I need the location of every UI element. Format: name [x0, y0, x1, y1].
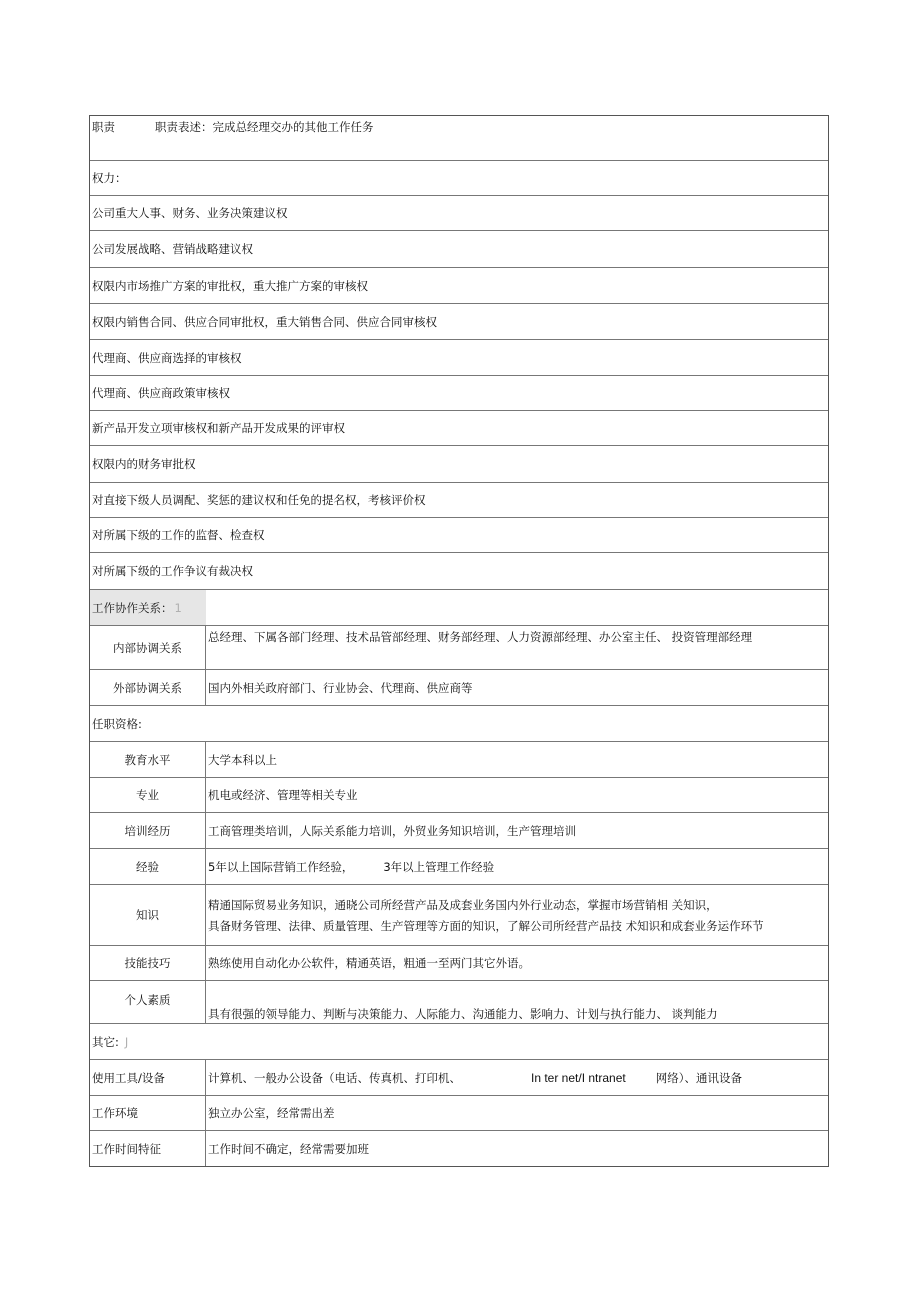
- major-label: 专业: [90, 778, 206, 812]
- power-item: 对所属下级的工作争议有裁决权: [92, 564, 253, 578]
- knowledge-line-2: 具备财务管理、法律、质量管理、生产管理等方面的知识，了解公司所经营产品技 术知识和成套业务运作环节: [208, 918, 764, 933]
- power-item-row: [90, 553, 828, 590]
- powers-title: 权力：: [92, 171, 127, 185]
- power-item: 对直接下级人员调配、奖惩的建议权和任免的提名权，考核评价权: [92, 493, 426, 507]
- power-item-row: [90, 446, 828, 483]
- education-label: 教育水平: [90, 742, 206, 777]
- power-item: 新产品开发立项审核权和新产品开发成果的评审权: [92, 421, 345, 435]
- training-value: 工商管理类培训，人际关系能力培训，外贸业务知识培训，生产管理培训: [208, 823, 576, 838]
- internal-coordination-row: [90, 626, 828, 670]
- work-time-value: 工作时间不确定，经常需要加班: [208, 1141, 369, 1156]
- power-item-row: [90, 268, 828, 304]
- work-time-row: [90, 1131, 828, 1166]
- power-item: 权限内市场推广方案的审批权，重大推广方案的审核权: [92, 278, 368, 293]
- tools-label: 使用工具/设备: [90, 1060, 206, 1095]
- power-item: 公司发展战略、营销战略建议权: [92, 242, 253, 256]
- skills-row: [90, 946, 828, 981]
- tools-value-2: In ter net/I ntranet: [531, 1070, 626, 1085]
- environment-label: 工作环境: [90, 1096, 206, 1130]
- power-item-row: [90, 340, 828, 376]
- powers-title-row: [90, 161, 828, 196]
- experience-label: 经验: [90, 849, 206, 884]
- knowledge-row: [90, 885, 828, 946]
- training-row: [90, 813, 828, 849]
- knowledge-label: 知识: [90, 885, 206, 945]
- other-title-cell: [92, 1024, 128, 1059]
- skills-value: 熟练使用自动化办公软件，精通英语，粗通一至两门其它外语。: [208, 956, 530, 970]
- tools-value-1: 计算机、一般办公设备（电话、传真机、打印机、: [208, 1070, 461, 1085]
- major-value: 机电或经济、管理等相关专业: [208, 788, 358, 802]
- tools-value: [207, 1060, 828, 1095]
- knowledge-line-1: 精通国际贸易业务知识，通晓公司所经营产品及成套业务国内外行业动态，掌握市场营销相 关知识，: [208, 897, 718, 912]
- quality-value: 具有很强的领导能力、判断与决策能力、人际能力、沟通能力、影响力、计划与执行能力、 谈判能力: [208, 1007, 718, 1021]
- power-item-row: [90, 411, 828, 446]
- power-item: 权限内的财务审批权: [92, 457, 196, 471]
- knowledge-value: [207, 885, 828, 945]
- other-mark: J: [124, 1034, 129, 1049]
- duty-text: 职责表述：完成总经理交办的其他工作任务: [155, 120, 374, 134]
- skills-label: 技能技巧: [90, 946, 206, 980]
- work-time-label: 工作时间特征: [90, 1131, 206, 1166]
- power-item: 代理商、供应商政策审核权: [92, 386, 230, 400]
- tools-row: [90, 1060, 828, 1096]
- cooperation-title: 工作协作关系：: [92, 600, 173, 615]
- quality-label: 个人素质: [90, 981, 206, 1023]
- training-label: 培训经历: [90, 813, 206, 848]
- power-item-row: [90, 376, 828, 411]
- experience-row: [90, 849, 828, 885]
- power-item: 公司重大人事、财务、业务决策建议权: [92, 206, 288, 220]
- cooperation-title-cell: [90, 590, 206, 625]
- external-coordination-value: 国内外相关政府部门、行业协会、代理商、供应商等: [208, 680, 473, 695]
- major-row: [90, 778, 828, 813]
- qualifications-title-row: [90, 706, 828, 742]
- duty-row: [90, 116, 828, 161]
- other-title: 其它:: [92, 1034, 119, 1049]
- tools-value-3: 网络）、通讯设备: [655, 1070, 742, 1085]
- power-item: 权限内销售合同、供应合同审批权，重大销售合同、供应合同审核权: [92, 314, 437, 329]
- cooperation-mark: 1: [174, 600, 182, 615]
- qualifications-title: 任职资格:: [92, 716, 142, 731]
- experience-value-2: 3年以上管理工作经验: [383, 859, 495, 874]
- experience-value: [207, 849, 828, 884]
- internal-coordination-label: 内部协调关系: [90, 626, 206, 669]
- external-coordination-row: [90, 670, 828, 706]
- external-coordination-label: 外部协调关系: [90, 670, 206, 705]
- power-item-row: [90, 304, 828, 340]
- power-item: 代理商、供应商选择的审核权: [92, 350, 242, 365]
- environment-value: 独立办公室，经常需出差: [208, 1106, 335, 1120]
- power-item-row: [90, 196, 828, 231]
- power-item-row: [90, 518, 828, 553]
- duty-label: 职责: [92, 120, 115, 134]
- internal-coordination-value: 总经理、下属各部门经理、技术品管部经理、财务部经理、人力资源部经理、办公室主任、 投资管理部经理: [208, 630, 753, 644]
- environment-row: [90, 1096, 828, 1131]
- education-row: [90, 742, 828, 778]
- power-item-row: [90, 231, 828, 268]
- power-item-row: [90, 483, 828, 518]
- power-item: 对所属下级的工作的监督、检查权: [92, 528, 265, 542]
- education-value: 大学本科以上: [208, 752, 277, 767]
- other-title-row: [90, 1024, 828, 1060]
- duty-cell: [92, 116, 374, 160]
- quality-row: [90, 981, 828, 1024]
- experience-value-1: 5年以上国际营销工作经验，: [208, 859, 354, 874]
- cooperation-title-row: [90, 590, 828, 626]
- job-description-table: [89, 115, 829, 1167]
